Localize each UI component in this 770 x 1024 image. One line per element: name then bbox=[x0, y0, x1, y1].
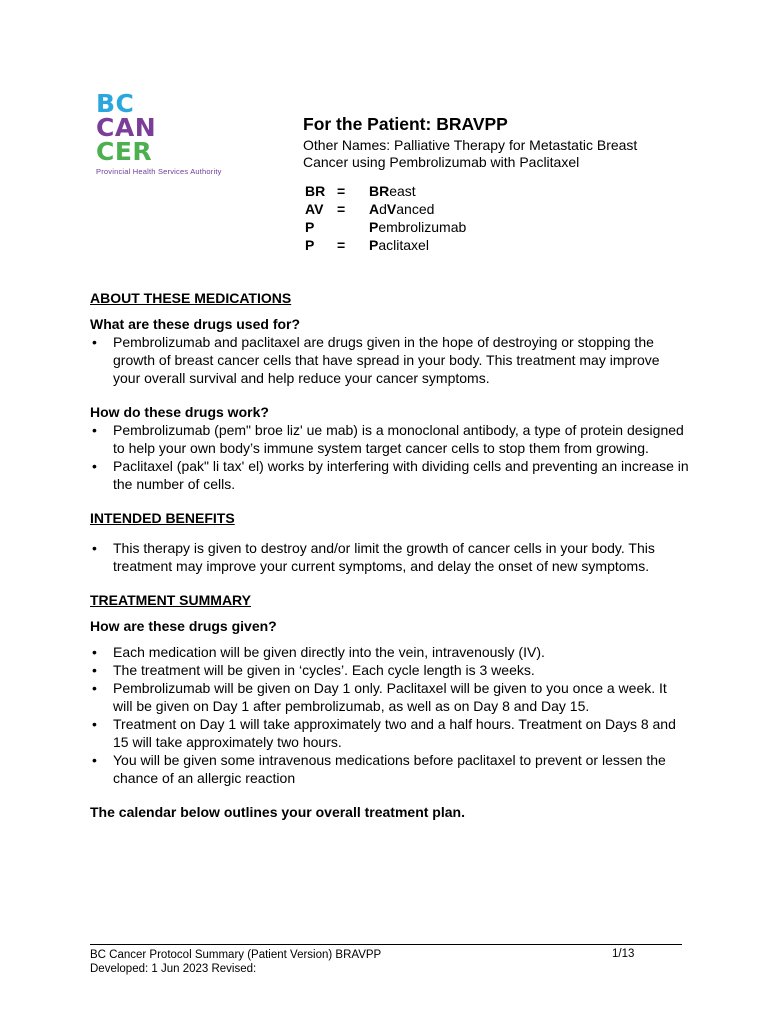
list-item: • Each medication will be given directly into the vein, intravenously (IV). bbox=[90, 643, 690, 661]
footer-text bbox=[90, 948, 381, 976]
footer-line-1: BC Cancer Protocol Summary (Patient Version) BRAVPP bbox=[90, 949, 382, 961]
calendar-note: The calendar below outlines your overall treatment plan. bbox=[90, 804, 465, 820]
subheading-used-for: What are these drugs used for? bbox=[90, 316, 301, 332]
list-item: • The treatment will be given in ‘cycles’. Each cycle length is 3 weeks. bbox=[90, 661, 690, 679]
document-body bbox=[90, 289, 690, 821]
list-item: • Pembrolizumab will be given on Day 1 only. Paclitaxel will be given to you once a week. It will be given on Day 1 after pembrolizumab, as well as on Day 8 and Day 15. bbox=[90, 679, 690, 715]
logo-line-2: CAN bbox=[96, 113, 157, 142]
footer-divider bbox=[90, 944, 682, 945]
other-names-line-1: Other Names: Palliative Therapy for Metastatic Breast bbox=[303, 137, 638, 153]
bullet-list-how-work bbox=[90, 421, 690, 493]
acronym-table bbox=[305, 183, 466, 255]
list-item: • This therapy is given to destroy and/or limit the growth of cancer cells in your body. This treatment may improve your current symptoms, and delay the onset of new symptoms. bbox=[90, 539, 690, 575]
acronym-row bbox=[305, 183, 466, 201]
acronym-row bbox=[305, 201, 466, 219]
acronym-code: AV bbox=[305, 201, 324, 217]
page-number: 1/13 bbox=[612, 948, 635, 960]
footer-line-2: Developed: 1 Jun 2023 Revised: bbox=[90, 963, 257, 975]
logo-wordmark bbox=[96, 89, 236, 166]
acronym-row bbox=[305, 219, 466, 237]
acronym-code: BR bbox=[305, 183, 326, 199]
section-title-summary: TREATMENT SUMMARY bbox=[90, 592, 251, 608]
list-item: • Pembrolizumab and paclitaxel are drugs given in the hope of destroying or stopping the growth of breast cancer cells that have spread in your body. This treatment may improve your overall survival and help reduce your cancer symptoms. bbox=[90, 333, 690, 387]
list-item: • You will be given some intravenous medications before paclitaxel to prevent or lessen the chance of an allergic reaction bbox=[90, 751, 690, 787]
list-item: • Treatment on Day 1 will take approximately two and a half hours. Treatment on Days 8 and 15 will take approximately two hours. bbox=[90, 715, 690, 751]
acronym-equals: = bbox=[337, 183, 346, 199]
list-item: • Pembrolizumab (pem" broe liz' ue mab) is a monoclonal antibody, a type of protein designed to help your own body’s immune system target cancer cells to stop them from growing. bbox=[90, 421, 690, 457]
document-title: For the Patient: BRAVPP bbox=[303, 114, 508, 134]
acronym-equals bbox=[337, 219, 369, 237]
acronym-equals: = bbox=[337, 237, 346, 253]
list-item: • Paclitaxel (pak" li tax' el) works by interfering with dividing cells and preventing an increase in the number of cells. bbox=[90, 457, 690, 493]
section-title-benefits: INTENDED BENEFITS bbox=[90, 510, 235, 526]
other-names bbox=[303, 137, 703, 171]
bc-cancer-logo bbox=[96, 89, 236, 176]
bullet-list-used-for bbox=[90, 333, 690, 387]
logo-subtitle: Provincial Health Services Authority bbox=[96, 167, 222, 176]
section-title-about: ABOUT THESE MEDICATIONS bbox=[90, 290, 292, 306]
bullet-list-how-given bbox=[90, 643, 690, 787]
acronym-expansion: Paclitaxel bbox=[369, 237, 429, 253]
acronym-code: P bbox=[305, 219, 315, 235]
acronym-expansion: Pembrolizumab bbox=[369, 219, 467, 235]
subheading-how-given: How are these drugs given? bbox=[90, 618, 277, 634]
bullet-list-benefits bbox=[90, 539, 690, 575]
acronym-row bbox=[305, 237, 466, 255]
logo-line-3: CER bbox=[96, 137, 153, 166]
subheading-how-work: How do these drugs work? bbox=[90, 404, 269, 420]
logo-line-1: BC bbox=[96, 89, 135, 118]
other-names-line-2: Cancer using Pembrolizumab with Paclitaxel bbox=[303, 154, 580, 170]
acronym-code: P bbox=[305, 237, 315, 253]
acronym-equals: = bbox=[337, 201, 346, 217]
acronym-expansion: BReast bbox=[369, 183, 416, 199]
acronym-expansion: AdVanced bbox=[369, 201, 435, 217]
